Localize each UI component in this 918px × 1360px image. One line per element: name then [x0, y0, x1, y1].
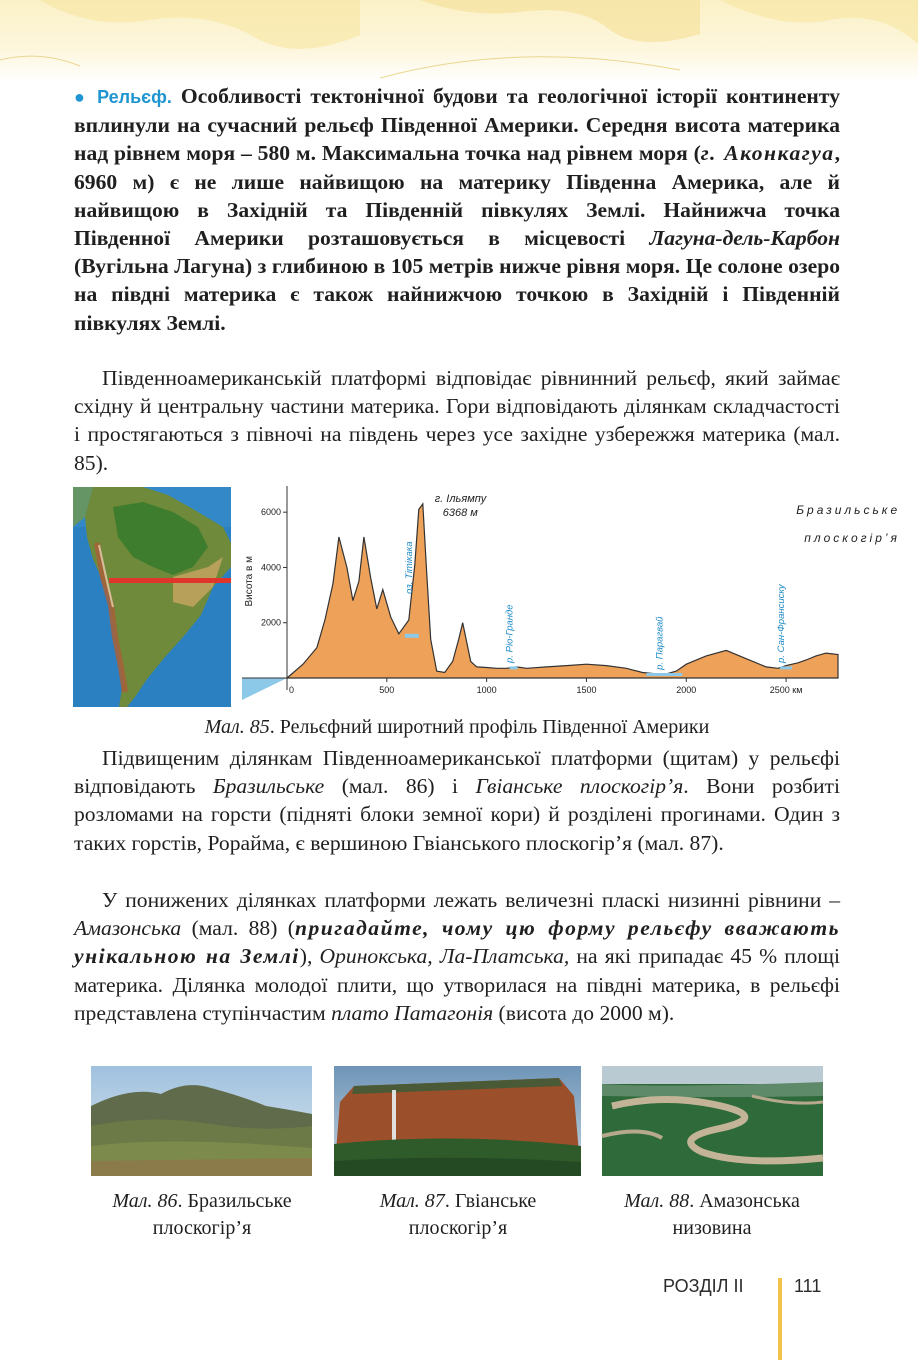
paraguay-river-mark [646, 673, 682, 676]
section-bullet-heading: ● Рельєф. [74, 87, 172, 107]
rio-grande-label: р. Ріо-Гранде [504, 604, 516, 663]
section-label: РОЗДІЛ ІІ [663, 1276, 744, 1296]
x-tick-label: 1000 [476, 685, 497, 695]
platform-paragraph: Південноамериканській платформі відповідає рівнинний рельєф, який займає східну й центральну частини материка. Гори відповідають ділянкам складчастості і простягаються з півночі на південь через усе західне узбережжя материка (мал. 85). [74, 366, 840, 475]
brazilian-highlands-label-line2: плоскогір’я [804, 531, 900, 545]
guiana-highlands-photo [334, 1066, 581, 1176]
y-tick-label: 6000 [260, 507, 281, 518]
sea-water-area [242, 678, 287, 700]
x-tick-label: 500 [379, 685, 395, 695]
sao-francisco-label: р. Сан-Франсиску [776, 584, 788, 663]
paraguay-label: р. Парагвай [654, 616, 666, 670]
footer-divider [778, 1278, 782, 1360]
lake-titicaca-label: оз. Тітікака [403, 541, 415, 594]
shields-paragraph: Підвищеним ділянкам Південноамериканської платформи (щитам) у рельєфі відповідають Бразильське (мал. 86) і Гвіанське плоскогір’я. Вони розбиті розломами на горсти (підняті блоки земної кори) й розділені прогинами. Один з таких горстів, Рорайма, є вершиною Гвіанського плоскогір’я (мал. 87). [74, 746, 840, 855]
figure-85-caption: Мал. 85. Рельєфний широтний профіль Південної Америки [204, 716, 710, 738]
relief-profile-svg [240, 480, 901, 706]
x-tick-label: 2000 [676, 685, 697, 695]
x-tick-label: 2500 км [769, 685, 803, 695]
lowlands-paragraph: У понижених ділянках платформи лежать величезні пласкі низинні рівнини – Амазонська (мал. 88) (пригадайте, чому цю форму рельєфу вважають унікальною на Землі), Оринокська, Ла-Платська, на які припадає 45 % площі материка. Ділянка молодої плити, що утворилася на півдні материка, в рельєфі представлена ступінчастим плато Патагонія (висота до 2000 м). [74, 888, 840, 1025]
page-number: 111 [794, 1276, 822, 1296]
relief-paragraph: ● Рельєф. Особливості тектонічної будови та геологічної історії континенту вплинули на сучасний рельєф Південної Америки. Середня висота материка над рівнем моря – 580 м. Максимальна точка над рівнем моря (г. Аконкагуа, 6960 м) є не лише найвищою на материку Південна Америка, але й найвищою в Західній та Південній півкулях Землі. Найнижча точка Південної Америки розташовується в місцевості Лагуна-дель-Карбон (Вугільна Лагуна) з глибиною в 105 метрів нижче рівня моря. Це солоне озеро на півдні материка є також найнижчою точкою в Західній і Південній півкулях Землі. [74, 84, 840, 335]
lake-titicaca-mark [405, 634, 419, 638]
y-tick-label: 4000 [260, 562, 281, 573]
figure-88-caption: Мал. 88. Амазонська низовина [624, 1190, 800, 1239]
x-tick-label: 0 [289, 685, 295, 695]
peak-annotation: г. Ільямпу [434, 493, 487, 505]
world-map-watermark [0, 0, 918, 82]
figure-87-caption: Мал. 87. Гвіанське плоскогір’я [379, 1190, 537, 1239]
south-america-map [73, 487, 231, 707]
figure-86-caption: Мал. 86. Бразильське плоскогір’я [112, 1190, 292, 1239]
decorative-header-band [0, 0, 918, 82]
terrain-profile-area [287, 504, 838, 678]
sao-francisco-mark [780, 666, 792, 669]
brazilian-highlands-label: Бразильське [796, 503, 901, 517]
x-tick-label: 1500 [576, 685, 597, 695]
brazilian-highlands-photo [91, 1066, 312, 1176]
y-tick-label: 2000 [260, 617, 281, 628]
relief-profile-chart [240, 480, 901, 706]
rio-grande-mark [510, 666, 518, 669]
amazon-lowland-photo [602, 1066, 823, 1176]
y-axis-label: Висота в м [244, 556, 255, 607]
peak-height-annotation: 6368 м [442, 507, 478, 519]
